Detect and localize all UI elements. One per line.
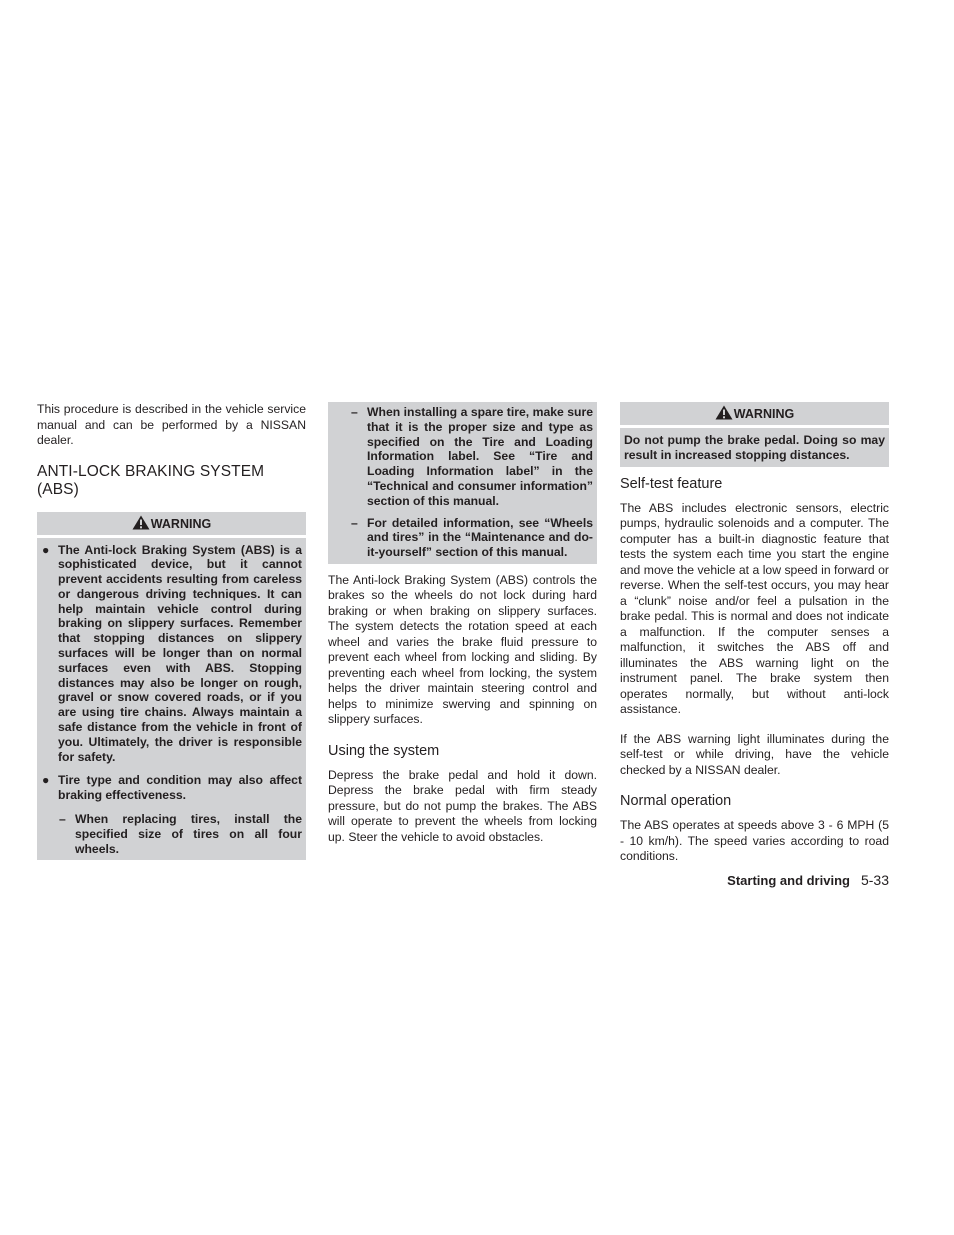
section-title: ANTI-LOCK BRAKING SYSTEM (ABS): [37, 462, 265, 498]
warning-sub-item-text: When replacing tires, install the specified size of tires on all four wheels.: [75, 812, 302, 856]
warning-bullet: [41, 773, 302, 803]
warning-body: [37, 538, 306, 861]
warning-sub-item-text: When installing a spare tire, make sure that it is the proper size and type as specified on the Tire and Loading Information label. See “Tire and Loading Information label” in the “Technical and consumer information” section of this manual.: [367, 405, 593, 508]
normal-operation-paragraph: The ABS operates at speeds above 3 - 6 MPH (5 - 10 km/h). The speed varies according to road conditions.: [620, 818, 889, 864]
warning-bullet-text: Tire type and condition may also affect braking effectiveness.: [58, 773, 302, 803]
warning-light-paragraph: If the ABS warning light illuminates during the self-test or while driving, have the vehicle checked by a NISSAN dealer.: [620, 731, 889, 777]
warning-sub-item: [332, 516, 593, 560]
using-system-paragraph: Depress the brake pedal and hold it down. Depress the brake pedal with firm steady pressure, but do not pump the brakes. The ABS will operate to prevent the wheels from locking up. Steer the vehicle to avoid obstacles.: [328, 767, 597, 844]
dash-marker: –: [351, 405, 358, 419]
dash-marker: –: [351, 515, 358, 530]
page-number: 5-33: [860, 872, 889, 888]
warning-box-abs: [37, 512, 306, 861]
page-footer: [727, 872, 889, 889]
intro-paragraph: This procedure is described in the vehicle service manual and can be performed by a NISSAN dealer.: [37, 402, 306, 447]
dash-marker: –: [59, 812, 66, 827]
abs-description-paragraph: The Anti-lock Braking System (ABS) controls the brakes so the wheels do not lock during hard braking or when braking on slippery surfaces. The system detects the rotation speed at each wheel and varies the brake fluid pressure to prevent each wheel from locking and sliding. By preventing each wheel from locking, the system helps the driver maintain steering control and helps to minimize swerving and spinning on slippery surfaces.: [328, 572, 597, 727]
footer-section-name: Starting and driving: [727, 873, 850, 888]
column-2: [328, 402, 597, 859]
warning-continuation: [328, 402, 597, 564]
warning-triangle-icon: [132, 515, 150, 530]
subheading-normal-operation: Normal operation: [620, 793, 732, 810]
warning-label: WARNING: [733, 407, 795, 421]
subheading-self-test-feature: Self-test feature: [620, 475, 723, 492]
warning-sub-item: [332, 405, 593, 509]
subheading-using-the-system: Using the system: [328, 742, 440, 759]
column-1: [37, 402, 306, 860]
warning-header: [37, 512, 306, 535]
warning-label: WARNING: [150, 516, 212, 531]
warning-box-pump: [620, 402, 889, 467]
warning-bullet-text: The Anti-lock Braking System (ABS) is a sophisticated device, but it cannot prevent accidents resulting from careless or dangerous driving techniques. It can help maintain vehicle control during braking on slippery surfaces. Remember that stopping distances on slippery surfaces will be longer than on normal surfaces even with ABS. Stopping distances may also be longer on rough, gravel or snow covered roads, or if you are using tire chains. Always maintain a safe distance from the vehicle in front of you. Ultimately, the driver is responsible for safety.: [58, 542, 302, 764]
column-3: [620, 402, 889, 879]
warning-bullet: [41, 543, 302, 765]
warning-body: Do not pump the brake pedal. Doing so may result in increased stopping distances.: [620, 428, 889, 467]
warning-sub-item: [41, 812, 302, 856]
warning-header: [620, 402, 889, 425]
warning-triangle-icon: [715, 405, 733, 420]
bullet-marker: ●: [42, 773, 50, 788]
warning-sub-item-text: For detailed information, see “Wheels and tires” in the “Maintenance and do-it-yourself” section of this manual.: [367, 515, 593, 560]
self-test-paragraph: The ABS includes electronic sensors, electric pumps, hydraulic solenoids and a computer. The computer has a built-in diagnostic feature that tests the system each time you start the engine and move the vehicle at a low speed in forward or reverse. When the self-test occurs, you may hear a “clunk” noise and/or feel a pulsation in the brake pedal. This is normal and does not indicate a malfunction. If the computer senses a malfunction, it switches the ABS off and illuminates the ABS warning light on the instrument panel. The brake system then operates normally, but without anti-lock assistance.: [620, 500, 889, 717]
bullet-marker: ●: [42, 542, 50, 557]
